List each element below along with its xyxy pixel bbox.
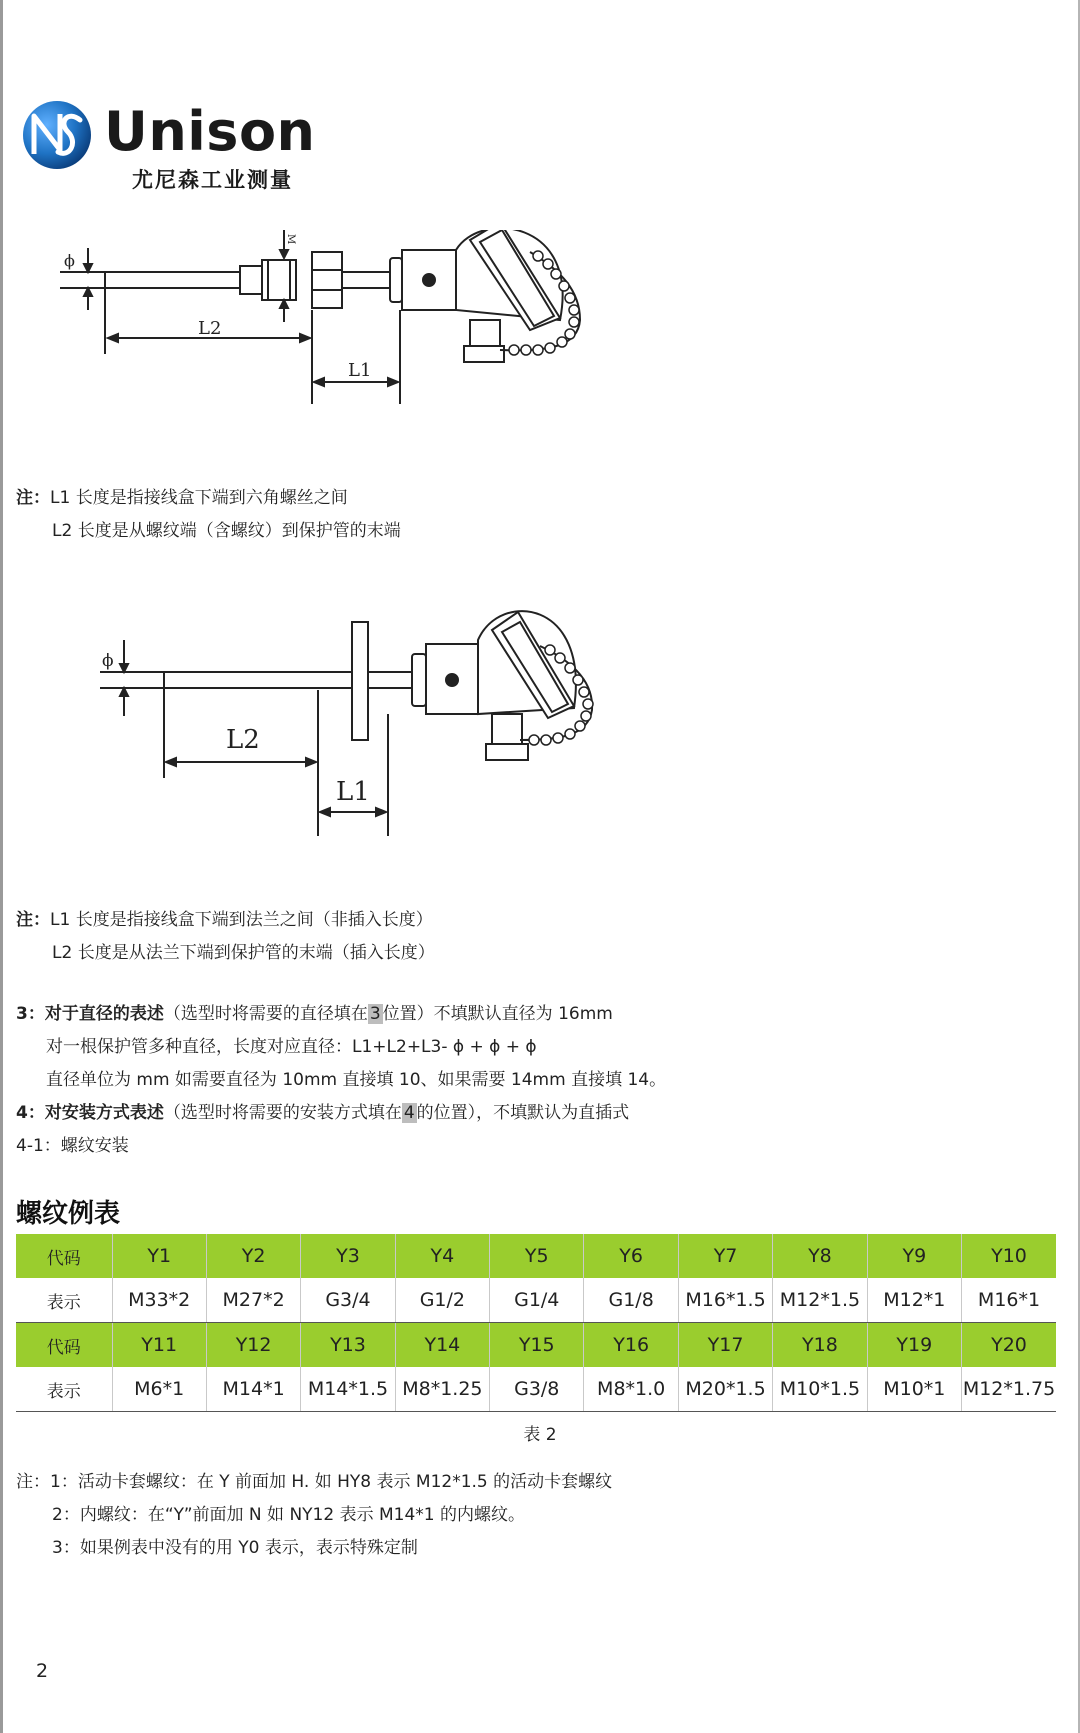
section3-title: 对于直径的表述 bbox=[44, 1004, 164, 1024]
code-cell: Y12 bbox=[206, 1323, 300, 1368]
code-cell: Y17 bbox=[678, 1323, 772, 1368]
code-cell: Y7 bbox=[678, 1234, 772, 1278]
code-cell: Y20 bbox=[962, 1323, 1056, 1368]
table-caption: 表 2 bbox=[523, 1425, 557, 1445]
value-cell: M16*1 bbox=[962, 1278, 1056, 1323]
logo-subtitle: 尤尼森工业测量 bbox=[132, 168, 293, 192]
value-cell: M33*2 bbox=[112, 1278, 206, 1323]
section4-title: 对安装方式表述 bbox=[44, 1103, 164, 1123]
code-cell: Y4 bbox=[395, 1234, 489, 1278]
note3-line1: 注：1：活动卡套螺纹：在 Y 前面加 H. 如 HY8 表示 M12*1.5 的活动卡套螺纹 bbox=[16, 1472, 613, 1492]
diagram1-m-label: M bbox=[285, 234, 296, 245]
code-cell: Y3 bbox=[301, 1234, 395, 1278]
code-cell: Y6 bbox=[584, 1234, 678, 1278]
value-cell: M10*1 bbox=[867, 1367, 961, 1412]
note3-line3: 3：如果例表中没有的用 Y0 表示，表示特殊定制 bbox=[52, 1538, 418, 1558]
code-cell: Y5 bbox=[490, 1234, 584, 1278]
value-cell: M8*1.25 bbox=[395, 1367, 489, 1412]
diameter-section bbox=[16, 998, 666, 1163]
code-cell: Y1 bbox=[112, 1234, 206, 1278]
value-cell: G3/8 bbox=[490, 1367, 584, 1412]
note3-line2: 2：内螺纹：在“Y”前面加 N 如 NY12 表示 M14*1 的内螺纹。 bbox=[52, 1505, 526, 1525]
section4-num: 4： bbox=[16, 1103, 45, 1123]
code-cell: Y2 bbox=[206, 1234, 300, 1278]
section3-num: 3： bbox=[16, 1004, 45, 1024]
value-cell: M14*1.5 bbox=[301, 1367, 395, 1412]
value-cell: M20*1.5 bbox=[678, 1367, 772, 1412]
table-row bbox=[16, 1234, 1056, 1278]
value-cell: G3/4 bbox=[301, 1278, 395, 1323]
thread-table bbox=[16, 1234, 1056, 1412]
diagram1-l2-label: L2 bbox=[198, 318, 222, 339]
code-header-cell: 代码 bbox=[16, 1323, 112, 1368]
value-cell: M12*1.75 bbox=[962, 1367, 1056, 1412]
diagram1-phi-label: ϕ bbox=[64, 251, 75, 270]
value-cell: M12*1 bbox=[867, 1278, 961, 1323]
value-cell: G1/8 bbox=[584, 1278, 678, 1323]
code-cell: Y10 bbox=[962, 1234, 1056, 1278]
note2-line2: L2 长度是从法兰下端到保护管的末端（插入长度） bbox=[52, 943, 435, 963]
note-threaded bbox=[16, 482, 401, 548]
section4-mark: 4 bbox=[403, 1103, 415, 1123]
section3-mark: 3 bbox=[369, 1004, 381, 1024]
diagram2-l1-label: L1 bbox=[336, 777, 370, 807]
value-cell: M6*1 bbox=[112, 1367, 206, 1412]
flange-probe-diagram bbox=[100, 600, 660, 840]
diagram2-l2-label: L2 bbox=[226, 725, 260, 755]
threaded-probe-diagram bbox=[60, 230, 640, 460]
code-cell: Y19 bbox=[867, 1323, 961, 1368]
section3-line3: 直径单位为 mm 如需要直径为 10mm 直接填 10、如果需要 14mm 直接填 14。 bbox=[46, 1070, 667, 1090]
value-header-cell: 表示 bbox=[16, 1278, 112, 1323]
value-cell: M16*1.5 bbox=[678, 1278, 772, 1323]
section4-text-a: （选型时将需要的安装方式填在 bbox=[163, 1103, 402, 1123]
thread-notes bbox=[16, 1466, 612, 1565]
code-cell: Y9 bbox=[867, 1234, 961, 1278]
note2-line1: L1 长度是指接线盒下端到法兰之间（非插入长度） bbox=[50, 910, 433, 930]
value-header-cell: 表示 bbox=[16, 1367, 112, 1412]
table-row bbox=[16, 1367, 1056, 1412]
code-cell: Y14 bbox=[395, 1323, 489, 1368]
logo-wordmark: Unison bbox=[104, 100, 316, 163]
note-flange bbox=[16, 904, 435, 970]
note1-line1: L1 长度是指接线盒下端到六角螺丝之间 bbox=[50, 488, 348, 508]
note1-prefix: 注： bbox=[16, 488, 50, 508]
section4-sub: 4-1：螺纹安装 bbox=[16, 1136, 129, 1156]
table-row bbox=[16, 1278, 1056, 1323]
section4-text-b: 的位置），不填默认为直插式 bbox=[416, 1103, 630, 1123]
code-cell: Y11 bbox=[112, 1323, 206, 1368]
section3-text-a: （选型时将需要的直径填在 bbox=[163, 1004, 368, 1024]
value-cell: G1/2 bbox=[395, 1278, 489, 1323]
code-cell: Y18 bbox=[773, 1323, 867, 1368]
code-cell: Y16 bbox=[584, 1323, 678, 1368]
code-cell: Y13 bbox=[301, 1323, 395, 1368]
code-cell: Y15 bbox=[490, 1323, 584, 1368]
value-cell: M14*1 bbox=[206, 1367, 300, 1412]
value-cell: M8*1.0 bbox=[584, 1367, 678, 1412]
company-logo bbox=[20, 98, 340, 193]
page-number: 2 bbox=[36, 1660, 49, 1682]
table-row bbox=[16, 1323, 1056, 1368]
value-cell: M27*2 bbox=[206, 1278, 300, 1323]
page-left-edge bbox=[0, 0, 3, 1733]
note1-line2: L2 长度是从螺纹端（含螺纹）到保护管的末端 bbox=[52, 521, 401, 541]
value-cell: M10*1.5 bbox=[773, 1367, 867, 1412]
section3-text-b: 位置）不填默认直径为 16mm bbox=[382, 1004, 613, 1024]
value-cell: G1/4 bbox=[490, 1278, 584, 1323]
logo-mark-icon bbox=[20, 98, 94, 172]
code-cell: Y8 bbox=[773, 1234, 867, 1278]
value-cell: M12*1.5 bbox=[773, 1278, 867, 1323]
thread-table-title: 螺纹例表 bbox=[16, 1199, 121, 1229]
diagram1-l1-label: L1 bbox=[348, 360, 372, 381]
note2-prefix: 注： bbox=[16, 910, 50, 930]
diagram2-phi-label: ϕ bbox=[102, 651, 114, 671]
code-header-cell: 代码 bbox=[16, 1234, 112, 1278]
section3-line2: 对一根保护管多种直径，长度对应直径：L1+L2+L3- ϕ + ϕ + ϕ bbox=[46, 1037, 537, 1057]
